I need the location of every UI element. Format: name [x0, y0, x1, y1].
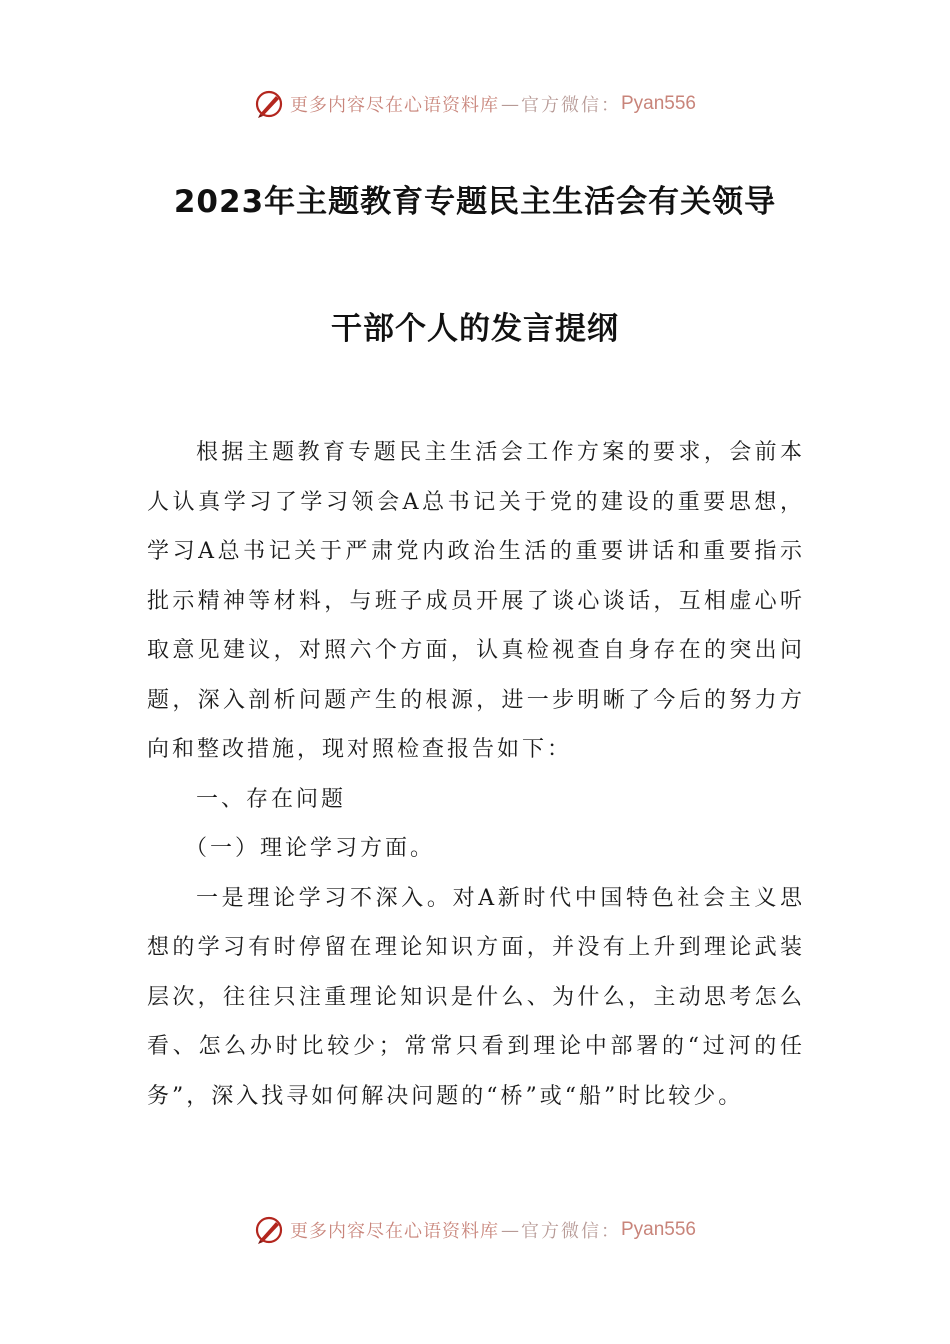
- pen-logo-icon: [254, 1215, 284, 1245]
- subsection-heading-theory-study: （一）理论学习方面。: [185, 836, 436, 861]
- document-title-line-2: 干部个人的发言提纲: [331, 311, 619, 347]
- watermark-wechat-id: Pyan556: [620, 1219, 696, 1240]
- footer-watermark: [0, 1210, 950, 1250]
- header-watermark: [0, 84, 950, 124]
- watermark-wechat-id: Pyan556: [620, 93, 696, 114]
- document-body: [147, 428, 805, 1121]
- watermark-promo-text: 更多内容尽在心语资料库: [289, 1221, 499, 1242]
- watermark-wechat-label: 官方微信：: [520, 1221, 621, 1242]
- watermark-promo-text: 更多内容尽在心语资料库: [289, 95, 499, 116]
- section-heading-problems: 一、存在问题: [196, 786, 347, 812]
- document-title-line-1: 2023年主题教育专题民主生活会有关领导: [173, 184, 777, 220]
- watermark-separator: —: [500, 1219, 519, 1241]
- watermark-separator: —: [500, 93, 519, 115]
- pen-logo-icon: [254, 89, 284, 119]
- point-paragraph-1: 一是理论学习不深入。对A新时代中国特色社会主义思想的学习有时停留在理论知识方面，并没有上升到理论武装层次，往往只注重理论知识是什么、为什么，主动思考怎么看、怎么办时比较少；常常只看到理论中部署的“过河的任务”，深入找寻如何解决问题的“桥”或“船”时比较少。: [147, 885, 805, 1109]
- intro-paragraph: 根据主题教育专题民主生活会工作方案的要求，会前本人认真学习了学习领会A总书记关于党的建设的重要思想，学习A总书记关于严肃党内政治生活的重要讲话和重要指示批示精神等材料，与班子成员开展了谈心谈话，互相虚心听取意见建议，对照六个方面，认真检视查自身存在的突出问题，深入剖析问题产生的根源，进一步明晰了今后的努力方向和整改措施，现对照检查报告如下：: [147, 440, 805, 762]
- watermark-wechat-label: 官方微信：: [520, 95, 621, 116]
